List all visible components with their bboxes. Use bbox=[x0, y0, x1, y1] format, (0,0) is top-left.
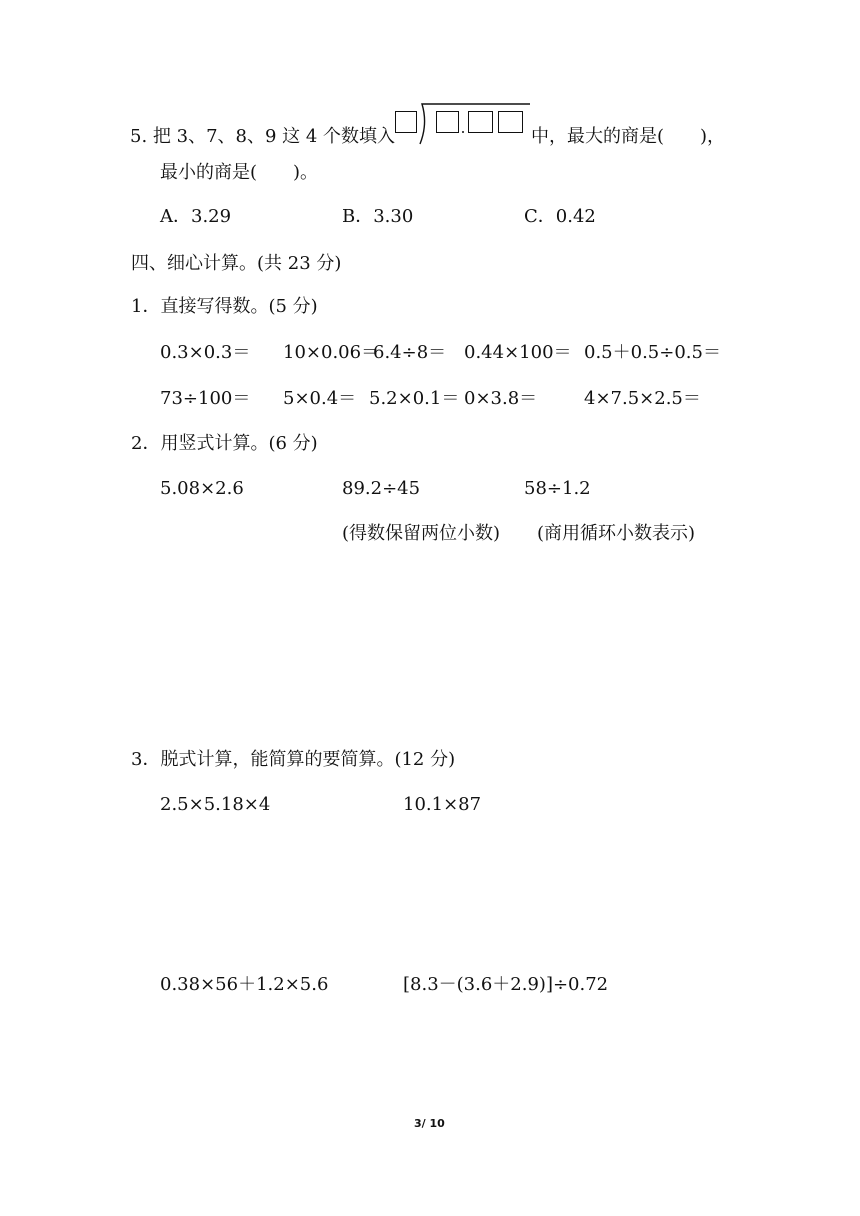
mental-calc-item: 4×7.5×2.5＝ bbox=[584, 388, 701, 409]
q5-stem-suffix: 中，最大的商是( )， bbox=[531, 126, 726, 147]
mental-calc-item: 0.3×0.3＝ bbox=[160, 342, 251, 363]
q5-line2: 最小的商是( )。 bbox=[160, 162, 319, 183]
choice-b[interactable]: B．3.30 bbox=[342, 206, 414, 227]
part1-title: 1．直接写得数。(5 分) bbox=[131, 296, 318, 317]
divisor-box[interactable] bbox=[395, 111, 417, 133]
mental-calc-item: 5×0.4＝ bbox=[283, 388, 357, 409]
vertical-calc-item: 5.08×2.6 bbox=[160, 478, 244, 499]
vertical-calc-item: 58÷1.2 bbox=[524, 478, 591, 499]
part2-title: 2．用竖式计算。(6 分) bbox=[131, 433, 318, 454]
mental-calc-item: 6.4÷8＝ bbox=[373, 342, 447, 363]
stepwise-calc-item: 10.1×87 bbox=[403, 794, 482, 815]
vertical-calc-item: 89.2÷45 bbox=[342, 478, 421, 499]
choice-a[interactable]: A．3.29 bbox=[160, 206, 232, 227]
page-number: 3/ 10 bbox=[414, 1117, 445, 1130]
part3-title: 3．脱式计算，能简算的要简算。(12 分) bbox=[131, 749, 456, 770]
dividend-box-2[interactable] bbox=[468, 111, 493, 133]
choice-c[interactable]: C．0.42 bbox=[524, 206, 596, 227]
stepwise-calc-item: [8.3－(3.6＋2.9)]÷0.72 bbox=[403, 974, 609, 995]
vertical-calc-note: (商用循环小数表示) bbox=[537, 523, 696, 544]
dividend-box-1[interactable] bbox=[436, 111, 459, 133]
mental-calc-item: 0×3.8＝ bbox=[464, 388, 538, 409]
dividend-box-3[interactable] bbox=[498, 111, 523, 133]
mental-calc-item: 5.2×0.1＝ bbox=[369, 388, 460, 409]
q5-stem-prefix: 5. 把 3、7、8、9 这 4 个数填入 bbox=[130, 126, 396, 147]
stepwise-calc-item: 2.5×5.18×4 bbox=[160, 794, 271, 815]
stepwise-calc-item: 0.38×56＋1.2×5.6 bbox=[160, 974, 329, 995]
mental-calc-item: 73÷100＝ bbox=[160, 388, 251, 409]
decimal-point bbox=[462, 131, 464, 133]
mental-calc-item: 0.5＋0.5÷0.5＝ bbox=[584, 342, 721, 363]
mental-calc-item: 0.44×100＝ bbox=[464, 342, 572, 363]
section-title: 四、细心计算。(共 23 分) bbox=[131, 253, 342, 274]
vertical-calc-note: (得数保留两位小数) bbox=[342, 523, 501, 544]
mental-calc-item: 10×0.06＝ bbox=[283, 342, 380, 363]
